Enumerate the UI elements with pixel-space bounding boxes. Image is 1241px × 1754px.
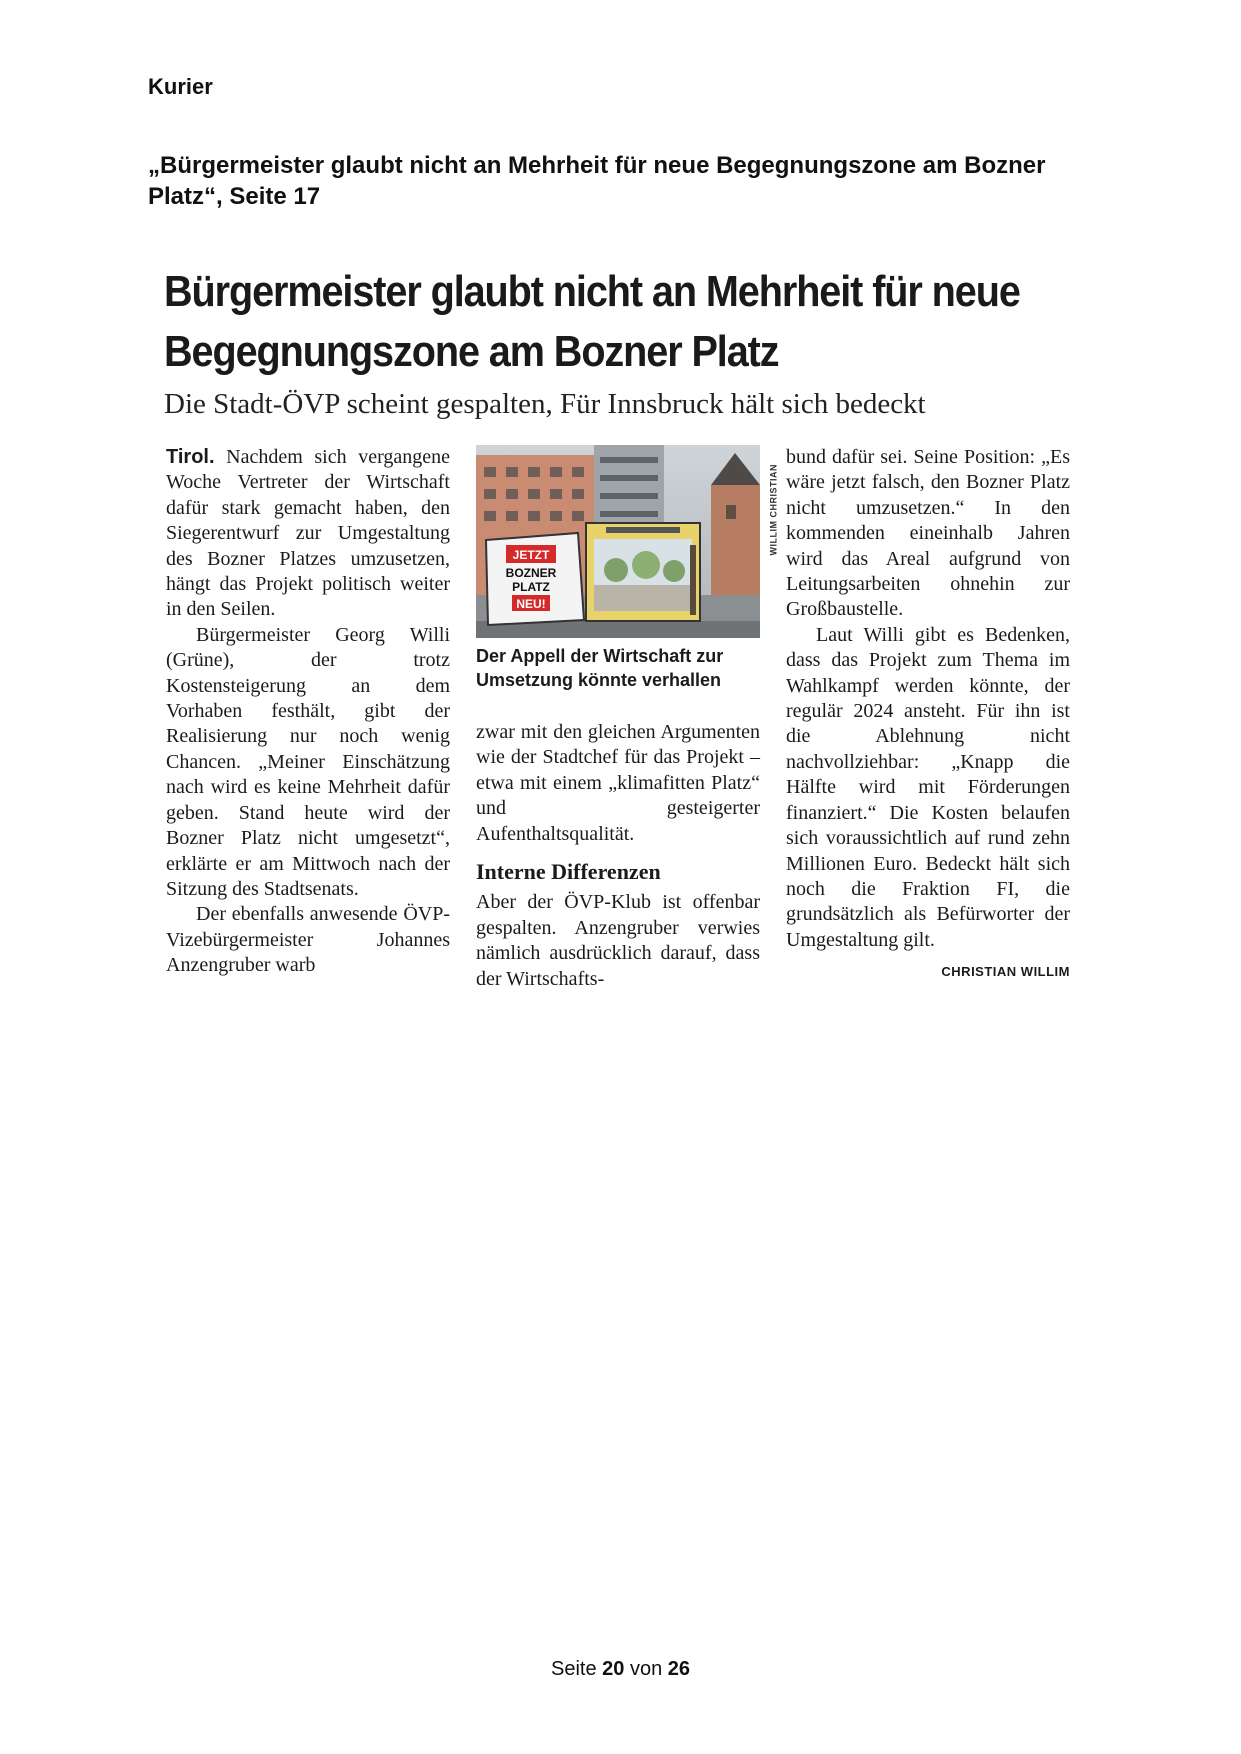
paragraph: Der ebenfalls anwesende ÖVP-Vizebürgermeister Johannes Anzengruber warb	[166, 903, 450, 977]
photo-image	[476, 445, 760, 638]
paragraph: Laut Willi gibt es Bedenken, dass das Projekt zum Thema im Wahlkampf werden könnte, der regulär 2024 ansteht. Für ihn ist die Ablehnung nicht nachvollziehbar: „Knapp die Hälfte wird mit Förderungen finanziert.“ Die Kosten belaufen sich voraussichtlich auf rund zehn Millionen Euro. Bedeckt hält sich noch die Fraktion FI, die grundsätzlich als Befürworter der Umgestaltung gilt.	[786, 623, 1070, 951]
page-prefix: Seite	[550, 1658, 597, 1680]
paragraph: Bürgermeister Georg Willi (Grüne), der trotz Kostensteigerung an dem Vorhaben festhält, gibt der Realisierung nur noch wenig Chancen. „Meiner Einschätzung nach wird es keine Mehrheit dafür geben. Stand heute wird der Bozner Platz nicht umgesetzt“, erklärte er am Mittwoch nach der Sitzung des Stadtsenats.	[166, 623, 450, 900]
newspaper-clipping	[164, 262, 1074, 1012]
section-heading: Interne Differenzen	[476, 859, 661, 885]
svg-text:BOZNER: BOZNER	[505, 566, 557, 580]
page-current: 20	[602, 1658, 625, 1680]
article-author: CHRISTIAN WILLIM	[941, 964, 1070, 980]
paragraph: Aber der ÖVP-Klub ist offenbar gespalten. Anzengruber verwies nämlich ausdrücklich darauf, dass der Wirtschafts-	[476, 891, 760, 990]
photo-credit: WILLIM CHRISTIAN	[768, 463, 779, 556]
page-middle: von	[629, 1658, 663, 1680]
page-number	[0, 1658, 1241, 1681]
paragraph	[166, 445, 450, 623]
paragraph: bund dafür sei. Seine Position: „Es wäre jetzt falsch, den Bozner Platz nicht umzusetzen.“ In den kommenden eineinhalb Jahren wird das Areal aufgrund von Leitungsarbeiten ohnehin zur Großbaustelle.	[786, 446, 1070, 621]
column-1	[166, 445, 450, 979]
article-subheadline: Die Stadt-ÖVP scheint gespalten, Für Innsbruck hält sich bedeckt	[164, 388, 926, 420]
column-3	[786, 445, 1070, 985]
svg-text:JETZT: JETZT	[512, 548, 550, 562]
page-total: 26	[667, 1658, 691, 1680]
article-photo	[476, 445, 779, 638]
source-name: Kurier	[148, 74, 213, 99]
article-headline: Bürgermeister glaubt nicht an Mehrheit für neue Begegnungszone am Bozner Platz	[164, 267, 1020, 376]
page-title: „Bürgermeister glaubt nicht an Mehrheit für neue Begegnungszone am Bozner Platz“, Seite 17	[148, 152, 1046, 210]
column-2	[476, 445, 779, 992]
paragraph: zwar mit den gleichen Argumenten wie der Stadtchef für das Projekt – etwa mit einem „klimafitten Platz“ und gesteigerter Aufenthaltsqualität.	[476, 721, 760, 845]
svg-text:PLATZ: PLATZ	[512, 580, 550, 594]
sign-text	[506, 548, 557, 611]
lead-word: Tirol.	[166, 446, 215, 468]
svg-text:NEU!: NEU!	[516, 597, 546, 611]
photo-caption: Der Appell der Wirtschaft zur Umsetzung könnte verhallen	[476, 646, 724, 690]
paragraph-text: Nachdem sich vergangene Woche Vertreter der Wirtschaft dafür stark gemacht haben, den Siegerentwurf zur Umgestaltung des Bozner Platzes umzusetzen, hängt das Projekt politisch weiter in den Seilen.	[166, 446, 451, 621]
